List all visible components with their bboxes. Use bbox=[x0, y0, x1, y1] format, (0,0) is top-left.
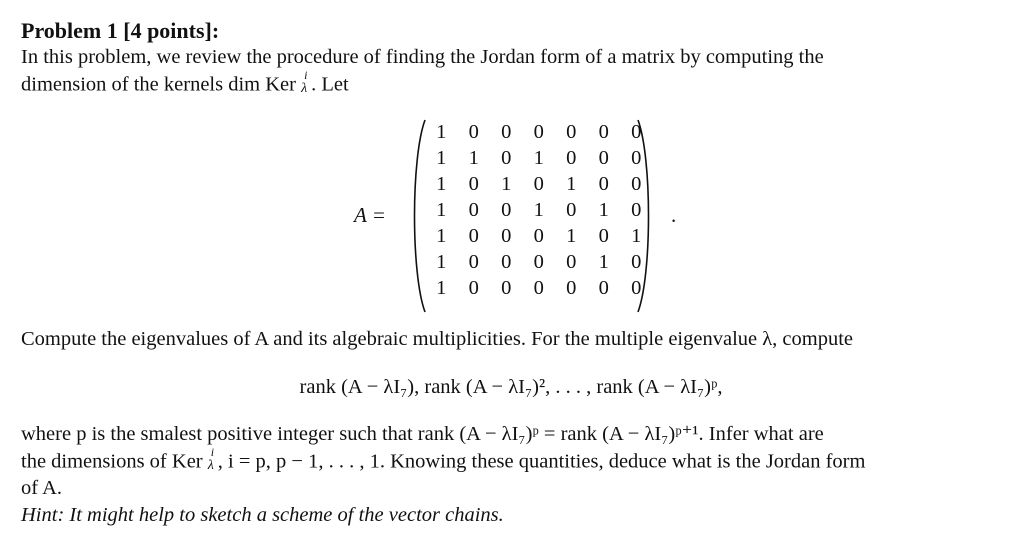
matrix-cell: 0 bbox=[566, 199, 577, 221]
matrix-cell: 1 bbox=[598, 251, 609, 273]
matrix-period: . bbox=[671, 203, 677, 227]
matrix-cell: 0 bbox=[501, 251, 512, 273]
matrix-cell: 0 bbox=[631, 277, 642, 299]
matrix-cell: 1 bbox=[598, 199, 609, 221]
matrix-cell: 1 bbox=[533, 147, 544, 169]
ker-superscript: i bbox=[304, 68, 308, 82]
right-parenthesis bbox=[636, 118, 654, 314]
problem-page bbox=[21, 18, 1001, 526]
matrix-cell: 1 bbox=[631, 225, 642, 247]
matrix-cell: 1 bbox=[436, 173, 447, 195]
matrix-cell: 1 bbox=[566, 225, 577, 247]
rank-display-formula: rank (A − λI₇), rank (A − λI₇)², . . . , rank (A − λI₇)ᵖ, bbox=[299, 376, 723, 398]
matrix-cell: 0 bbox=[468, 277, 479, 299]
matrix-cell: 0 bbox=[501, 225, 512, 247]
matrix-cell: 1 bbox=[501, 173, 512, 195]
matrix-cell: 1 bbox=[436, 225, 447, 247]
matrix-grid bbox=[425, 121, 653, 303]
matrix-cell: 0 bbox=[468, 173, 479, 195]
matrix-cell: 0 bbox=[501, 199, 512, 221]
ker-subscript-2: λ bbox=[207, 458, 214, 473]
ker-index-2 bbox=[207, 445, 218, 473]
matrix-cell: 0 bbox=[501, 121, 512, 143]
matrix-cell: 0 bbox=[631, 173, 642, 195]
matrix-cell: 0 bbox=[598, 173, 609, 195]
matrix-cell: 0 bbox=[631, 199, 642, 221]
matrix-cell: 0 bbox=[501, 147, 512, 169]
intro-line-2-post: . Let bbox=[311, 73, 349, 96]
where-line-2-pre: the dimensions of Ker bbox=[21, 450, 203, 473]
ker-subscript: λ bbox=[301, 81, 308, 96]
matrix-cell: 1 bbox=[468, 147, 479, 169]
matrix-cell: 1 bbox=[436, 277, 447, 299]
matrix-cell: 0 bbox=[598, 225, 609, 247]
matrix-cell: 1 bbox=[436, 147, 447, 169]
matrix-cell: 0 bbox=[533, 277, 544, 299]
where-line-2 bbox=[21, 447, 1001, 475]
where-line-2-post: , i = p, p − 1, . . . , 1. Knowing these quantities, deduce what is the Jordan form bbox=[217, 450, 866, 473]
hint-text: Hint: It might help to sketch a scheme of the vector chains. bbox=[21, 504, 504, 526]
where-paragraph bbox=[21, 421, 1001, 501]
matrix-cell: 1 bbox=[436, 251, 447, 273]
matrix-cell: 0 bbox=[598, 147, 609, 169]
matrix-cell: 0 bbox=[631, 251, 642, 273]
matrix-cell: 0 bbox=[468, 121, 479, 143]
matrix-cell: 0 bbox=[631, 121, 642, 143]
matrix-cell: 0 bbox=[598, 277, 609, 299]
matrix-cell: 0 bbox=[468, 199, 479, 221]
matrix-cell: 1 bbox=[566, 173, 577, 195]
matrix-cell: 0 bbox=[533, 225, 544, 247]
matrix-cell: 0 bbox=[533, 121, 544, 143]
matrix-cell: 0 bbox=[631, 147, 642, 169]
matrix-cell: 0 bbox=[566, 147, 577, 169]
intro-line-1: In this problem, we review the procedure of finding the Jordan form of a matrix by computing the bbox=[21, 46, 824, 68]
matrix-cell: 0 bbox=[566, 121, 577, 143]
problem-heading: Problem 1 [4 points]: bbox=[21, 18, 220, 43]
matrix-display bbox=[21, 118, 1001, 318]
matrix-cell: 0 bbox=[598, 121, 609, 143]
matrix-cell: 1 bbox=[533, 199, 544, 221]
matrix-cell: 0 bbox=[468, 251, 479, 273]
matrix-cell: 1 bbox=[436, 199, 447, 221]
where-line-3: of A. bbox=[21, 476, 62, 499]
ker-superscript-2: i bbox=[210, 445, 215, 459]
matrix-cell: 0 bbox=[533, 251, 544, 273]
intro-line-2 bbox=[21, 70, 1001, 98]
matrix-cell: 0 bbox=[566, 251, 577, 273]
intro-line-2-pre: dimension of the kernels dim Ker bbox=[21, 73, 296, 96]
matrix-cell: 0 bbox=[468, 225, 479, 247]
matrix-cell: 0 bbox=[501, 277, 512, 299]
ker-index bbox=[301, 68, 311, 96]
where-line-1: where p is the smalest positive integer such that rank (A − λI₇)ᵖ = rank (A − λI₇)ᵖ⁺¹. Infer what are bbox=[21, 423, 824, 445]
matrix-cell: 0 bbox=[566, 277, 577, 299]
compute-text: Compute the eigenvalues of A and its algebraic multiplicities. For the multiple eigenvalue λ, compute bbox=[21, 328, 854, 350]
matrix-label: A = bbox=[354, 203, 386, 227]
matrix-cell: 1 bbox=[436, 121, 447, 143]
matrix-cell: 0 bbox=[533, 173, 544, 195]
